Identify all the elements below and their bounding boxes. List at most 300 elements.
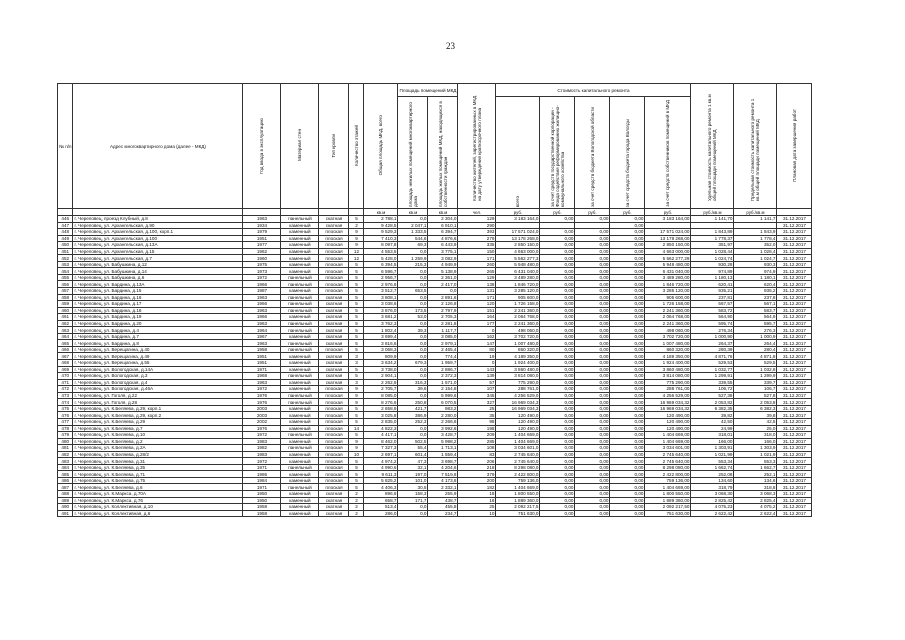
table-cell: скатная xyxy=(319,314,349,321)
table-cell: 0,00 xyxy=(540,360,575,367)
table-cell: 2 092 217,50 xyxy=(645,504,691,511)
table-cell: 0 xyxy=(458,327,496,334)
table-cell: 31.12.2017 xyxy=(777,412,812,419)
table-cell: 13 178 268,0 xyxy=(496,235,540,242)
table-cell: каменный xyxy=(281,490,319,497)
table-cell: 1 303,9 xyxy=(734,445,777,452)
table-cell: 0,00 xyxy=(540,490,575,497)
table-cell: 31.12.2017 xyxy=(777,458,812,465)
table-cell: 131 xyxy=(458,288,496,295)
table-cell: плоская xyxy=(319,346,349,353)
table-cell: 107 xyxy=(458,386,496,393)
table-cell: скатная xyxy=(319,216,349,223)
table-cell: г. Череповец, ул. Архангельская, д.100 xyxy=(73,235,243,242)
table-cell: скатная xyxy=(319,327,349,334)
table-cell: 460 xyxy=(58,307,73,314)
table-cell: 3 634,2 xyxy=(364,360,398,367)
table-cell: 0,00 xyxy=(575,490,610,497)
table-cell: 0,00 xyxy=(540,327,575,334)
table-cell: 3 814 080,00 xyxy=(645,373,691,380)
table-cell: плоская xyxy=(319,484,349,491)
table-cell: г. Череповец, ул. К.Беляева, д.35 xyxy=(73,464,243,471)
table-cell: 450 xyxy=(58,242,73,249)
table-cell: 601,4 xyxy=(398,451,428,458)
table-cell: 7 410,3 xyxy=(364,235,398,242)
table-cell: 1 889 360,00 xyxy=(645,497,691,504)
table-cell: 1963 xyxy=(243,216,281,223)
table-cell: 0,00 xyxy=(575,301,610,308)
table-cell: 280,39 xyxy=(691,346,734,353)
table-cell: 164 xyxy=(458,314,496,321)
table-cell: г. Череповец, ул. Верещагина, д.55 xyxy=(73,360,243,367)
table-cell: 2 262,6 xyxy=(364,379,398,386)
table-cell: 2 154,8 xyxy=(428,386,458,393)
table-cell: 4 822,3 xyxy=(364,425,398,432)
table-cell: 218 xyxy=(458,464,496,471)
table-cell: 0,0 xyxy=(428,288,458,295)
table-cell: 1951 xyxy=(243,353,281,360)
table-cell: панельный xyxy=(281,445,319,452)
table-cell: 31.12.2017 xyxy=(777,445,812,452)
table-cell: 0,00 xyxy=(540,373,575,380)
table-cell: 16 969 034,32 xyxy=(645,405,691,412)
table-cell: 5 xyxy=(349,320,364,327)
table-cell: 1 924 400,00 xyxy=(645,360,691,367)
table-cell: 177 xyxy=(458,320,496,327)
table-cell: 3 860 480,0 xyxy=(496,366,540,373)
table-cell: 0,00 xyxy=(540,333,575,340)
table-cell: 458 xyxy=(58,294,73,301)
table-cell: 469 xyxy=(58,366,73,373)
table-cell: 31.12.2017 xyxy=(777,464,812,471)
table-cell: 3 068,3 xyxy=(734,490,777,497)
table-cell: 69,3 xyxy=(398,242,428,249)
table-cell: 0,00 xyxy=(575,242,610,249)
table-cell: 0,00 xyxy=(540,307,575,314)
table-cell: 0,00 xyxy=(540,497,575,504)
table-cell: 0,00 xyxy=(540,445,575,452)
table-cell: 0,00 xyxy=(540,340,575,347)
table-cell: 166,0 xyxy=(734,438,777,445)
table-cell: 1 141,70 xyxy=(691,216,734,223)
table-cell: 0,00 xyxy=(575,340,610,347)
table-cell: 2 622,4 xyxy=(734,510,777,517)
table-cell: 0,00 xyxy=(610,242,645,249)
table-cell: 1982 xyxy=(243,445,281,452)
table-cell: 2 891,6 xyxy=(428,294,458,301)
table-cell: 4 417,1 xyxy=(364,432,398,439)
table-cell: 482 xyxy=(58,451,73,458)
table-cell: 0,00 xyxy=(610,477,645,484)
table-cell: 2 850 150,0 xyxy=(496,242,540,249)
table-cell: 335 xyxy=(458,242,496,249)
table-cell: 1 924 400,0 xyxy=(496,360,540,367)
table-cell: 0,00 xyxy=(610,471,645,478)
table-cell: 1 333,5 xyxy=(398,229,428,236)
table-cell: 983,2 xyxy=(428,405,458,412)
table-cell: панельный xyxy=(281,373,319,380)
table-cell: 5 562 277,3 xyxy=(496,255,540,262)
table-cell: плоская xyxy=(319,412,349,419)
table-cell: г. Череповец, ул. К.Беляева, д.28/2 xyxy=(73,451,243,458)
table-cell: г. Череповец, ул. Бардина, д.20 xyxy=(73,320,243,327)
table-cell: 3 699,4 xyxy=(364,333,398,340)
table-cell: 5 xyxy=(349,216,364,223)
table-cell: 2 697,1 xyxy=(364,451,398,458)
table-row xyxy=(58,510,812,517)
table-cell: 1971 xyxy=(243,464,281,471)
table-cell: скатная xyxy=(319,340,349,347)
table-cell: 252,1 xyxy=(734,471,777,478)
table-cell: 0,00 xyxy=(540,425,575,432)
table-cell: 1 843,89 xyxy=(691,229,734,236)
table-cell: каменный xyxy=(281,451,319,458)
table-cell: 31.12.2017 xyxy=(777,366,812,373)
table-cell: г. Череповец, ул. Бардина, д.13А xyxy=(73,281,243,288)
table-cell: 461 xyxy=(58,314,73,321)
table-cell: 150 xyxy=(458,248,496,255)
table-cell: плоская xyxy=(319,288,349,295)
table-cell: 438,7 xyxy=(428,497,458,504)
table-cell: 2 904,1 xyxy=(364,373,398,380)
table-cell: 2 332,1 xyxy=(428,484,458,491)
table-cell: 31.12.2017 xyxy=(777,327,812,334)
table-cell: панельный xyxy=(281,301,319,308)
unit-cell: руб. xyxy=(610,209,645,216)
table-cell: 1983 xyxy=(243,451,281,458)
table-cell: 3 183 164,00 xyxy=(645,216,691,223)
table-cell: 0,00 xyxy=(575,504,610,511)
table-cell: 31.12.2017 xyxy=(777,386,812,393)
table-cell: 6 394,7 xyxy=(428,229,458,236)
table-cell: 0,00 xyxy=(610,510,645,517)
table-cell: 0,00 xyxy=(540,268,575,275)
table-cell: 276,3 xyxy=(734,327,777,334)
table-cell: г. Череповец, ул. Гоголя, д.28 xyxy=(73,399,243,406)
table-cell: 0,00 xyxy=(610,294,645,301)
table-cell: 1 141,7 xyxy=(734,216,777,223)
table-cell: 4 871,76 xyxy=(691,353,734,360)
table-cell: 930,28 xyxy=(691,261,734,268)
table-cell: 0,00 xyxy=(610,353,645,360)
col-people-header: Количество жителей, зарегистрированных в МКД на дату утверждения краткосрочного плана xyxy=(458,84,496,209)
table-cell: 5 998,2 xyxy=(428,438,458,445)
table-cell: 529,5 xyxy=(734,360,777,367)
table-cell: 31.12.2017 xyxy=(777,222,812,229)
table-cell: 0,00 xyxy=(610,405,645,412)
page-number: 23 xyxy=(446,41,455,51)
table-cell: г. Череповец, ул. Бабушкина, д.6 xyxy=(73,274,243,281)
table-cell: 1 032,8 xyxy=(734,366,777,373)
table-cell: г. Череповец, ул. К.Беляева, д.2 xyxy=(73,438,243,445)
table-cell: 265 xyxy=(458,268,496,275)
table-cell: 1967 xyxy=(243,333,281,340)
table-cell: г. Череповец, ул. Бабушкина, д.12 xyxy=(73,261,243,268)
table-cell: 1 846 720,0 xyxy=(496,281,540,288)
table-cell: 0,00 xyxy=(610,261,645,268)
table-cell: 564,9 xyxy=(734,314,777,321)
table-cell: 751 630,0 xyxy=(496,510,540,517)
table-cell: панельный xyxy=(281,392,319,399)
table-cell: 0,00 xyxy=(610,438,645,445)
table-cell: 0,0 xyxy=(398,432,428,439)
table-cell: 2 745 640,0 xyxy=(496,458,540,465)
table-cell: 1964 xyxy=(243,327,281,334)
table-cell: 553,3 xyxy=(734,458,777,465)
table-cell: 1 028,4 xyxy=(734,248,777,255)
table-cell: 9 xyxy=(349,392,364,399)
table-cell: 491 xyxy=(58,510,73,517)
table-cell: 453 xyxy=(58,261,73,268)
table-cell: 0,00 xyxy=(610,451,645,458)
table-cell: 108 xyxy=(458,445,496,452)
table-cell: 5 xyxy=(349,346,364,353)
table-cell: 1 299,91 xyxy=(691,373,734,380)
table-cell: 0,00 xyxy=(610,379,645,386)
table-cell: 0,00 xyxy=(575,216,610,223)
table-cell: 0,00 xyxy=(575,471,610,478)
table-cell: 1963 xyxy=(243,340,281,347)
table-cell: 498 060,00 xyxy=(645,327,691,334)
table-cell: 264,4 xyxy=(734,340,777,347)
group-area-header: Площадь помещений МКД xyxy=(398,84,458,97)
table-cell: панельный xyxy=(281,274,319,281)
table-cell: 31.12.2017 xyxy=(777,392,812,399)
table-cell: 9 xyxy=(349,399,364,406)
table-cell: 2 850 150,00 xyxy=(645,242,691,249)
table-cell: г. Череповец, ул. Вологодская, д.4 xyxy=(73,379,243,386)
table-cell: 31.12.2017 xyxy=(777,497,812,504)
table-cell: г. Череповец, ул. Бардина, д.8 xyxy=(73,340,243,347)
table-cell: 2 241 360,0 xyxy=(496,320,540,327)
table-cell: 3 681,2 xyxy=(364,314,398,321)
col-roof-header: Тип кровли xyxy=(319,84,349,209)
table-cell: 252,08 xyxy=(691,471,734,478)
table-cell: 481 xyxy=(58,445,73,452)
header-group-row xyxy=(58,84,812,97)
table-cell: скатная xyxy=(319,301,349,308)
table-cell: 1 959,7 xyxy=(428,360,458,367)
table-cell: 464 xyxy=(58,333,73,340)
table-cell: 1 800 550,0 xyxy=(496,490,540,497)
table-cell: скатная xyxy=(319,373,349,380)
table-cell: 0,0 xyxy=(398,366,428,373)
table-cell: 1958 xyxy=(243,510,281,517)
table-cell: 5 xyxy=(349,333,364,340)
table-cell: плоская xyxy=(319,281,349,288)
table-cell: 1 846 720,00 xyxy=(645,281,691,288)
table-cell: 0,0 xyxy=(398,320,428,327)
table-cell: 0,00 xyxy=(610,490,645,497)
table-cell: 16 969 034,32 xyxy=(645,399,691,406)
table-cell: 17 571 024,0 xyxy=(496,229,540,236)
unit-cell: кв.м xyxy=(364,209,398,216)
table-cell: 0,00 xyxy=(575,386,610,393)
table-cell: 39,3 xyxy=(398,327,428,334)
table-cell: 1958 xyxy=(243,504,281,511)
table-cell: 463 xyxy=(58,327,73,334)
table-cell: 379 xyxy=(458,471,496,478)
table-cell: 1 021,99 xyxy=(691,451,734,458)
table-cell: 449 xyxy=(58,235,73,242)
table-cell: каменный xyxy=(281,235,319,242)
table-cell: 2 241 360,0 xyxy=(496,307,540,314)
table-cell: 5 xyxy=(349,268,364,275)
table-cell: 30,5 xyxy=(398,484,428,491)
table-cell: панельный xyxy=(281,327,319,334)
table-cell: 1963 xyxy=(243,379,281,386)
table-cell: 31.12.2017 xyxy=(777,399,812,406)
table-cell: 162 xyxy=(458,333,496,340)
unit-cell xyxy=(281,209,319,216)
table-cell: 860 320,0 xyxy=(496,346,540,353)
table-cell: 31.12.2017 xyxy=(777,235,812,242)
table-cell: 0,00 xyxy=(575,405,610,412)
table-cell: г. Череповец, ул. Вологодская, д.3 xyxy=(73,373,243,380)
table-cell: 393 xyxy=(458,229,496,236)
table-cell: 24,99 xyxy=(691,425,734,432)
table-cell: 5 xyxy=(349,432,364,439)
unit-cell: кв.м xyxy=(428,209,458,216)
table-cell: г. Череповец, ул. К.Беляева, д.6 xyxy=(73,484,243,491)
table-cell: 0,00 xyxy=(610,386,645,393)
table-cell: 0,00 xyxy=(610,484,645,491)
table-cell: 237,8 xyxy=(734,294,777,301)
unit-cell xyxy=(349,209,364,216)
table-cell: плоская xyxy=(319,392,349,399)
table-cell: 1 024,74 xyxy=(691,255,734,262)
table-cell: 3 512,7 xyxy=(364,288,398,295)
table-cell: 0,00 xyxy=(610,346,645,353)
table-cell: 583,72 xyxy=(691,307,734,314)
table-cell: г. Череповец, ул. Архангельская, д.100, корп.1 xyxy=(73,229,243,236)
table-cell: 2 825,4 xyxy=(734,497,777,504)
table-cell: 4 189 350,00 xyxy=(645,353,691,360)
table-cell: 285 xyxy=(458,438,496,445)
col-cost-city-header: за счет средств бюджета города Вологды xyxy=(610,97,645,209)
table-cell: 1 404 669,0 xyxy=(496,438,540,445)
table-cell: 106,7 xyxy=(734,386,777,393)
table-cell: 4 553,5 xyxy=(364,248,398,255)
table-cell: 200 xyxy=(458,477,496,484)
table-cell: панельный xyxy=(281,432,319,439)
table-cell: 0,0 xyxy=(398,346,428,353)
table-cell: 0,0 xyxy=(398,333,428,340)
table-cell: 0,00 xyxy=(540,438,575,445)
table-cell: 6 431 040,00 xyxy=(645,268,691,275)
table-cell: 1975 xyxy=(243,261,281,268)
table-cell: 31.12.2017 xyxy=(777,307,812,314)
table-cell: 2 xyxy=(349,504,364,511)
table-cell: 31.12.2017 xyxy=(777,504,812,511)
table-cell: 3 876,0 xyxy=(364,307,398,314)
table-cell: каменный xyxy=(281,418,319,425)
table-cell: 0,00 xyxy=(575,333,610,340)
table-cell: 106,72 xyxy=(691,386,734,393)
table-cell: 3 762,3 xyxy=(364,320,398,327)
table-cell: 5 xyxy=(349,366,364,373)
table-cell: 327 xyxy=(458,399,496,406)
table-cell: 0,00 xyxy=(610,360,645,367)
table-cell: скатная xyxy=(319,307,349,314)
table-cell: 252,3 xyxy=(398,418,428,425)
table-cell: 31.12.2017 xyxy=(777,438,812,445)
table-cell: 3 489 280,00 xyxy=(645,274,691,281)
table-cell: панельный xyxy=(281,399,319,406)
table-cell: 1976 xyxy=(243,392,281,399)
table-cell: 83 xyxy=(458,451,496,458)
table-cell: 4 871,8 xyxy=(734,353,777,360)
table-cell: 206 xyxy=(458,458,496,465)
table-cell: 0,0 xyxy=(398,301,428,308)
table-cell: 5 562 277,29 xyxy=(645,255,691,262)
table-cell: 480 xyxy=(58,438,73,445)
table-cell: 1966 xyxy=(243,301,281,308)
unit-cell: кв.м xyxy=(398,209,428,216)
table-cell: 1 000,9 xyxy=(734,333,777,340)
table-cell: 39,82 xyxy=(691,412,734,419)
table-cell: 527,8 xyxy=(734,392,777,399)
table-cell: плоская xyxy=(319,432,349,439)
table-cell: 3 285 120,00 xyxy=(645,288,691,295)
table-cell: 0,00 xyxy=(540,216,575,223)
table-cell: 2 126,8 xyxy=(428,301,458,308)
table-cell: 2 064 768,0 xyxy=(496,314,540,321)
table-cell: 4 173,8 xyxy=(428,477,458,484)
table-cell: 25 xyxy=(458,405,496,412)
table-cell: панельный xyxy=(281,320,319,327)
table-cell: 8 462,0 xyxy=(364,438,398,445)
table-cell: 5 xyxy=(349,418,364,425)
table-cell: 477 xyxy=(58,418,73,425)
table-cell: 0,00 xyxy=(540,261,575,268)
table-cell: 3 025,8 xyxy=(364,412,398,419)
table-cell: 120 490,0 xyxy=(496,425,540,432)
table-cell: 0,00 xyxy=(575,229,610,236)
col-address-header: Адрес многоквартирного дома (далее - МКД) xyxy=(73,84,243,209)
table-cell: 0,00 xyxy=(610,366,645,373)
table-cell: 6 443,9 xyxy=(428,242,458,249)
col-area-res-header: площадь жилых помещений МКД, находящихся в собственности граждан xyxy=(428,97,458,209)
table-cell: 14 xyxy=(349,425,364,432)
table-cell: 1984 xyxy=(243,477,281,484)
table-cell: 10 xyxy=(458,510,496,517)
table-cell: 19 xyxy=(458,353,496,360)
table-cell: 0,00 xyxy=(540,484,575,491)
table-cell: 0,00 xyxy=(575,274,610,281)
col-cost-owners-header: за счет средств собственников помещений в МКД xyxy=(645,97,691,209)
table-cell: скатная xyxy=(319,504,349,511)
table-cell: 0,00 xyxy=(540,392,575,399)
table-cell: 31.12.2017 xyxy=(777,405,812,412)
table-cell: 345 xyxy=(458,392,496,399)
table-cell: скатная xyxy=(319,333,349,340)
table-cell: 5 xyxy=(349,373,364,380)
table-cell: 1976 xyxy=(243,399,281,406)
table-cell: 5 xyxy=(349,471,364,478)
table-cell: 1962 xyxy=(243,248,281,255)
table-cell: 1 662,74 xyxy=(691,464,734,471)
table-cell: 2003 xyxy=(243,405,281,412)
table-cell: 1951 xyxy=(243,360,281,367)
table-cell: 6 382,3 xyxy=(734,405,777,412)
table-cell: 171,7 xyxy=(398,497,428,504)
table-cell: 1934 xyxy=(243,222,281,229)
unit-cell: руб. xyxy=(645,209,691,216)
table-cell: 0,00 xyxy=(610,216,645,223)
table-cell: 2 281,8 xyxy=(428,320,458,327)
table-cell: 1987 xyxy=(243,288,281,295)
